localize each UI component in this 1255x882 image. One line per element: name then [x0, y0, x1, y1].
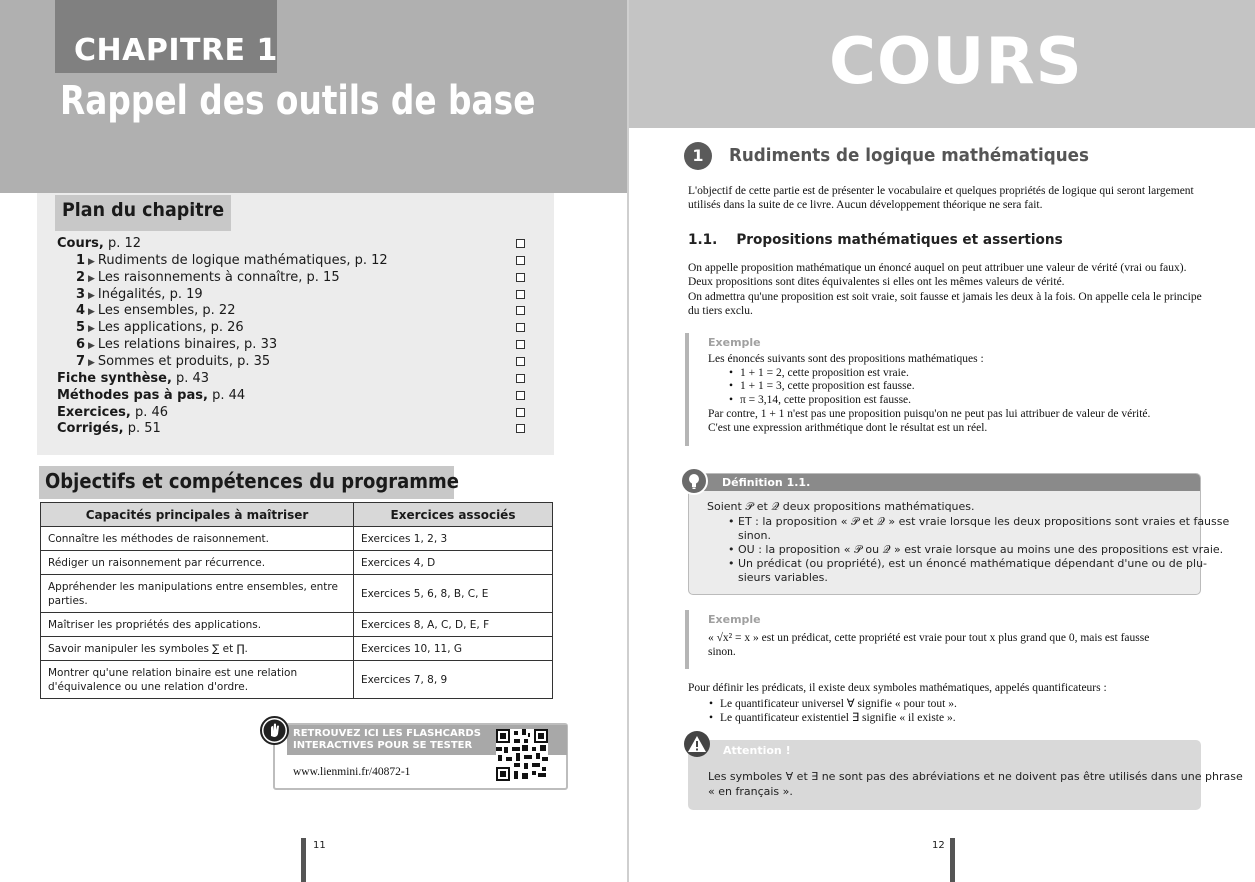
attention-title: Attention ! — [723, 744, 791, 757]
subsection-title — [688, 232, 1063, 248]
quantifier-bullet-2: • Le quantificateur existentiel ∃ signifie « il existe ». — [720, 711, 956, 725]
plan-item — [75, 286, 545, 303]
lightbulb-icon — [680, 467, 708, 495]
page-number-right: 12 — [932, 840, 945, 851]
plan-item-label: Les applications, p. 26 — [97, 320, 244, 335]
plan-item-number: 1 — [75, 253, 85, 268]
capacity-cell: Appréhender les manipulations entre ensembles, entre parties. — [41, 575, 354, 613]
plan-item-page: p. 51 — [123, 421, 161, 436]
triangle-right-icon: ▶ — [88, 307, 95, 317]
definition-bullet-et-cont: sinon. — [738, 529, 771, 542]
attention-line-1: Les symboles ∀ et ∃ ne sont pas des abréviations et ne doivent pas être utilisés dans une phrase — [708, 770, 1243, 783]
subsection-number: 1.1. — [688, 232, 718, 248]
example-bullet-2: • 1 + 1 = 3, cette proposition est fausse. — [740, 379, 915, 393]
triangle-right-icon: ▶ — [88, 358, 95, 368]
example-lead-1: Les énoncés suivants sont des propositions mathématiques : — [708, 353, 984, 365]
triangle-right-icon: ▶ — [88, 324, 95, 334]
page-marker-bar-right — [950, 838, 955, 882]
plan-item-label: Fiche synthèse, — [57, 371, 172, 386]
example2-line-1: « √x² = x » est un prédicat, cette propriété est vraie pour tout x plus grand que 0, mais est fausse — [708, 632, 1150, 644]
plan-item — [57, 370, 527, 387]
plan-item — [75, 252, 545, 269]
exercises-cell: Exercices 1, 2, 3 — [354, 527, 553, 551]
capacity-cell: Savoir manipuler les symboles ∑ et ∏. — [41, 637, 354, 661]
plan-item-label: Les raisonnements à connaître, p. 15 — [97, 270, 340, 285]
triangle-right-icon: ▶ — [88, 291, 95, 301]
paragraph-1: On appelle proposition mathématique un énoncé auquel on peut attribuer une valeur de vérité (vrai ou faux). Deux propositions sont dites équivalentes si elles ont les mêmes valeurs de vérité. — [688, 262, 1187, 288]
example-label-1: Exemple — [708, 336, 761, 349]
plan-item — [75, 353, 545, 370]
capacity-cell: Connaître les méthodes de raisonnement. — [41, 527, 354, 551]
section-number-badge: 1 — [684, 142, 712, 170]
definition-bullet-predicat-cont: sieurs variables. — [738, 571, 828, 584]
example-bullet-1: • 1 + 1 = 2, cette proposition est vraie. — [740, 366, 909, 380]
chapter-label: CHAPITRE 1 — [74, 33, 278, 68]
plan-item — [75, 269, 545, 286]
table-row — [41, 637, 553, 661]
plan-item — [75, 319, 545, 336]
table-row — [41, 527, 553, 551]
plan-item-number: 3 — [75, 287, 85, 302]
flashcards-text: RETROUVEZ ICI LES FLASHCARDS INTERACTIVES POUR SE TESTER — [293, 728, 481, 751]
subsection-title-text: Propositions mathématiques et assertions — [736, 232, 1063, 248]
checkbox[interactable] — [516, 290, 525, 299]
triangle-right-icon: ▶ — [88, 274, 95, 284]
plan-item-label: Corrigés, — [57, 421, 124, 436]
qr-code-icon[interactable] — [496, 729, 548, 781]
table-header-row — [41, 503, 553, 527]
checkbox[interactable] — [516, 323, 525, 332]
table-row — [41, 575, 553, 613]
example-tail-2: C'est une expression arithmétique dont le résultat est un réel. — [708, 422, 988, 434]
definition-title: Définition 1.1. — [722, 476, 811, 489]
checkbox[interactable] — [516, 424, 525, 433]
plan-item — [75, 302, 545, 319]
example-label-2: Exemple — [708, 613, 761, 626]
table-row — [41, 551, 553, 575]
attention-line-2: « en français ». — [708, 785, 793, 798]
plan-item-label: Sommes et produits, p. 35 — [97, 354, 271, 369]
example-bullet-3: • π = 3,14, cette proposition est fausse. — [740, 393, 911, 407]
checkbox[interactable] — [516, 408, 525, 417]
plan-item — [75, 336, 545, 353]
table-header-exercises: Exercices associés — [354, 503, 553, 527]
pointer-hand-icon — [260, 716, 289, 745]
capacity-cell: Rédiger un raisonnement par récurrence. — [41, 551, 354, 575]
paragraph-2: On admettra qu'une proposition est soit vraie, soit fausse et jamais les deux à la fois. On appelle cela le principe du tiers exclu. — [688, 291, 1202, 317]
plan-item — [57, 235, 527, 252]
plan-item-label: Cours, — [57, 236, 104, 251]
quantifier-bullet-1: • Le quantificateur universel ∀ signifie « pour tout ». — [720, 697, 957, 711]
exercises-cell: Exercices 5, 6, 8, B, C, E — [354, 575, 553, 613]
plan-item-label: Les relations binaires, p. 33 — [97, 337, 278, 352]
section-title: Rudiments de logique mathématiques — [729, 145, 1089, 166]
exercises-cell: Exercices 10, 11, G — [354, 637, 553, 661]
checkbox[interactable] — [516, 239, 525, 248]
definition-bullet-ou: • OU : la proposition « 𝒫 ou 𝒬 » est vraie lorsque au moins une des propositions est vraie. — [738, 543, 1223, 557]
plan-item-page: p. 43 — [171, 371, 210, 386]
checkbox[interactable] — [516, 374, 525, 383]
exercises-cell: Exercices 4, D — [354, 551, 553, 575]
objectives-title: Objectifs et compétences du programme — [45, 469, 459, 493]
plan-item — [57, 404, 527, 421]
plan-item-page: p. 44 — [207, 388, 246, 403]
page-number-left: 11 — [313, 840, 326, 851]
capacity-cell: Montrer qu'une relation binaire est une relation d'équivalence ou une relation d'ordre. — [41, 661, 354, 699]
intro-paragraph: L'objectif de cette partie est de présenter le vocabulaire et quelques propriétés de logique qui seront largement utilisés dans la suite de ce livre. Aucun développement théorique ne sera fait. — [688, 185, 1194, 211]
checkbox[interactable] — [516, 273, 525, 282]
plan-item-number: 6 — [75, 337, 85, 352]
triangle-right-icon: ▶ — [88, 257, 95, 267]
table-row — [41, 613, 553, 637]
checkbox[interactable] — [516, 306, 525, 315]
flashcards-link[interactable]: www.lienmini.fr/40872-1 — [293, 766, 411, 778]
page-marker-bar — [301, 838, 306, 882]
plan-item-label: Inégalités, p. 19 — [97, 287, 203, 302]
checkbox[interactable] — [516, 357, 525, 366]
warning-icon — [684, 731, 710, 757]
objectives-table — [40, 502, 553, 699]
quantifiers-lead: Pour définir les prédicats, il existe deux symboles mathématiques, appelés quantificateurs : — [688, 682, 1107, 694]
definition-bullet-et: • ET : la proposition « 𝒫 et 𝒬 » est vraie lorsque les deux propositions sont vraies et fausse — [738, 515, 1229, 529]
plan-item — [57, 387, 527, 404]
checkbox[interactable] — [516, 391, 525, 400]
plan-item — [57, 420, 527, 437]
plan-item-number: 4 — [75, 303, 85, 318]
plan-item-page: p. 12 — [103, 236, 142, 251]
plan-item-label: Méthodes pas à pas, — [57, 388, 208, 403]
exercises-cell: Exercices 7, 8, 9 — [354, 661, 553, 699]
example-tail-1: Par contre, 1 + 1 n'est pas une proposition puisqu'on ne peut pas lui attribuer de valeur de vérité. — [708, 408, 1151, 420]
plan-item-number: 2 — [75, 270, 85, 285]
cours-title: COURS — [829, 25, 1083, 99]
plan-item-page: p. 46 — [130, 405, 169, 420]
checkbox[interactable] — [516, 340, 525, 349]
plan-item-number: 5 — [75, 320, 85, 335]
checkbox[interactable] — [516, 256, 525, 265]
definition-lead: Soient 𝒫 et 𝒬 deux propositions mathématiques. — [707, 500, 975, 513]
table-row — [41, 661, 553, 699]
plan-item-label: Les ensembles, p. 22 — [97, 303, 236, 318]
plan-title: Plan du chapitre — [62, 199, 225, 221]
plan-item-label: Rudiments de logique mathématiques, p. 12 — [97, 253, 388, 268]
plan-item-number: 7 — [75, 354, 85, 369]
capacity-cell: Maîtriser les propriétés des applications. — [41, 613, 354, 637]
definition-bullet-predicat: • Un prédicat (ou propriété), est un énoncé mathématique dépendant d'une ou de plu- — [738, 557, 1207, 571]
exercises-cell: Exercices 8, A, C, D, E, F — [354, 613, 553, 637]
table-header-capacities: Capacités principales à maîtriser — [41, 503, 354, 527]
triangle-right-icon: ▶ — [88, 341, 95, 351]
left-page — [0, 0, 627, 882]
chapter-title: Rappel des outils de base — [60, 78, 536, 124]
book-spine — [627, 0, 629, 882]
plan-item-label: Exercices, — [57, 405, 131, 420]
example2-line-2: sinon. — [708, 646, 736, 658]
